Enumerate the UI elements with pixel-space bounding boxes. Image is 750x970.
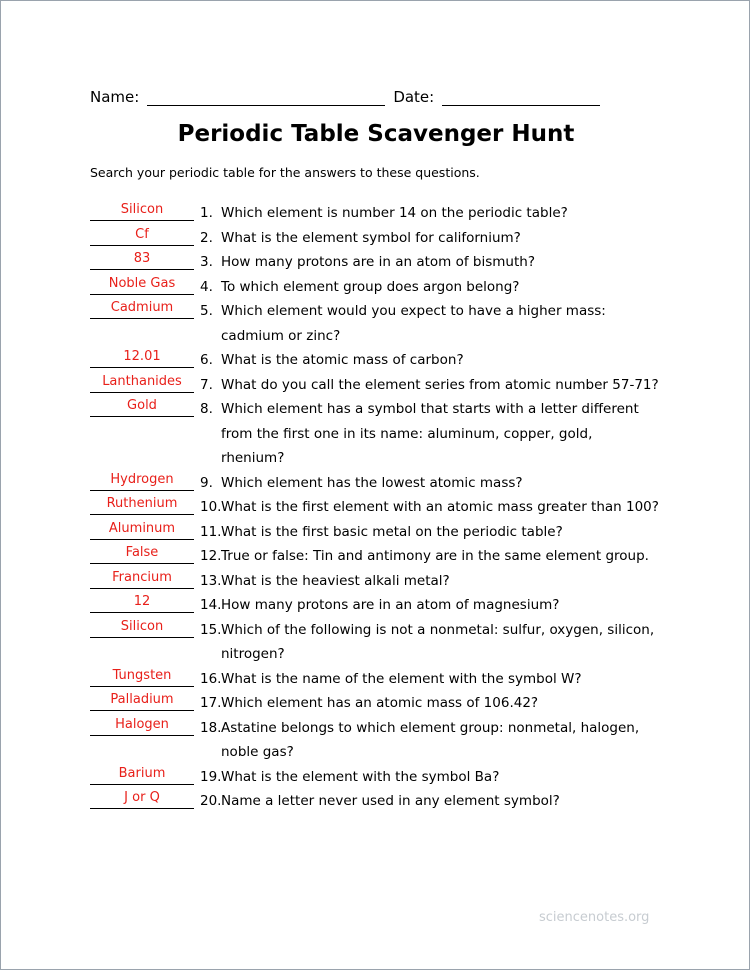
- answer-blank[interactable]: [90, 471, 194, 491]
- question-row: [90, 496, 690, 523]
- question-body: What is the first basic metal on the periodic table?: [221, 523, 563, 540]
- answer-text: Tungsten: [112, 667, 172, 683]
- question-body: Which element has a symbol that starts with a letter different: [221, 401, 639, 417]
- question-text: [200, 671, 582, 687]
- question-text: [200, 230, 521, 246]
- answer-blank[interactable]: [90, 594, 194, 613]
- question-body: What is the element symbol for californium?: [221, 229, 521, 246]
- answer-blank[interactable]: [90, 373, 194, 393]
- answer-text: Silicon: [120, 618, 164, 634]
- answer-text: Hydrogen: [110, 471, 174, 487]
- answer-blank[interactable]: [90, 545, 194, 564]
- question-row: [90, 667, 690, 695]
- question-number: 8.: [200, 401, 213, 417]
- answer-text: J or Q: [124, 790, 160, 805]
- answer-blank[interactable]: [90, 765, 194, 785]
- question-text: [200, 377, 659, 393]
- question-body: Which element has an atomic mass of 106.42?: [221, 695, 539, 711]
- question-body: Which of the following is not a nonmetal: sulfur, oxygen, silicon,: [221, 621, 655, 638]
- question-row: [90, 226, 690, 254]
- question-text: [200, 205, 568, 221]
- question-body: What is the atomic mass of carbon?: [221, 352, 464, 368]
- question-number: 6.: [200, 352, 213, 368]
- question-row: [90, 202, 690, 229]
- question-text: [200, 695, 538, 711]
- answer-text: Barium: [118, 765, 166, 781]
- question-number: 11.: [200, 523, 222, 540]
- answer-blank[interactable]: [90, 202, 194, 221]
- question-number: 1.: [200, 205, 213, 221]
- answer-blank[interactable]: [90, 300, 194, 319]
- question-text: [200, 793, 560, 809]
- answer-blank[interactable]: [90, 569, 194, 589]
- question-continuation: noble gas?: [221, 744, 294, 760]
- question-row: [90, 251, 690, 278]
- answer-text: 12: [133, 594, 151, 609]
- answer-blank[interactable]: [90, 398, 194, 417]
- question-row: [90, 398, 690, 425]
- answer-blank[interactable]: [90, 349, 194, 368]
- question-number: 7.: [200, 376, 213, 393]
- question-text: [200, 597, 559, 613]
- question-continuation: from the first one in its name: aluminum, copper, gold,: [221, 425, 593, 442]
- question-text: [200, 303, 606, 319]
- question-row: [90, 716, 690, 744]
- question-number: 12.: [200, 548, 222, 564]
- question-row: [90, 275, 690, 303]
- question-continuation: nitrogen?: [221, 646, 285, 662]
- date-label: Date:: [393, 88, 435, 106]
- question-text: [200, 401, 639, 417]
- header-line: [90, 88, 600, 106]
- question-number: 20.: [200, 793, 222, 809]
- question-number: 2.: [200, 229, 213, 246]
- question-text: [200, 622, 654, 638]
- answer-blank[interactable]: [90, 496, 194, 515]
- answer-blank[interactable]: [90, 618, 194, 638]
- question-text: [200, 573, 450, 589]
- question-body: What is the first element with an atomic mass greater than 100?: [221, 499, 659, 515]
- question-body: How many protons are in an atom of bismuth?: [221, 254, 536, 270]
- question-body: Name a letter never used in any element symbol?: [221, 793, 560, 809]
- question-body: Which element is number 14 on the periodic table?: [221, 205, 568, 221]
- answer-text: Palladium: [110, 692, 174, 707]
- question-body: Which element has the lowest atomic mass?: [221, 474, 523, 491]
- question-text: [200, 524, 563, 540]
- question-text: [200, 352, 464, 368]
- question-number: 17.: [200, 695, 222, 711]
- question-text: [200, 720, 639, 736]
- question-body: Astatine belongs to which element group: nonmetal, halogen,: [221, 719, 640, 736]
- answer-text: 83: [133, 251, 151, 266]
- answer-blank[interactable]: [90, 520, 194, 540]
- question-body: Which element would you expect to have a higher mass:: [221, 303, 606, 319]
- answer-text: Noble Gas: [108, 275, 176, 291]
- question-row: [90, 594, 690, 621]
- answer-blank[interactable]: [90, 716, 194, 736]
- question-text: [200, 254, 535, 270]
- answer-blank[interactable]: [90, 692, 194, 711]
- name-blank[interactable]: [147, 91, 385, 106]
- question-text: [200, 499, 659, 515]
- answer-blank[interactable]: [90, 226, 194, 246]
- question-number: 16.: [200, 670, 222, 687]
- answer-blank[interactable]: [90, 667, 194, 687]
- question-number: 5.: [200, 303, 213, 319]
- watermark: sciencenotes.org: [539, 910, 650, 925]
- answer-text: 12.01: [123, 349, 161, 364]
- question-body: To which element group does argon belong?: [221, 278, 520, 295]
- answer-blank[interactable]: [90, 790, 194, 809]
- answer-text: Francium: [112, 569, 172, 585]
- question-row: [90, 520, 690, 548]
- question-row: [90, 618, 690, 646]
- answer-blank[interactable]: [90, 275, 194, 295]
- answer-text: Cadmium: [110, 300, 174, 315]
- question-number: 4.: [200, 278, 213, 295]
- question-row: [90, 300, 690, 327]
- question-number: 18.: [200, 719, 222, 736]
- question-number: 19.: [200, 768, 222, 785]
- answer-blank[interactable]: [90, 251, 194, 270]
- question-number: 10.: [200, 499, 222, 515]
- question-body: How many protons are in an atom of magnesium?: [221, 597, 560, 613]
- question-body: What is the element with the symbol Ba?: [221, 768, 500, 785]
- answer-text: False: [125, 545, 159, 560]
- answer-text: Aluminum: [108, 520, 176, 536]
- answer-text: Halogen: [115, 716, 169, 732]
- question-body: What is the name of the element with the symbol W?: [221, 670, 582, 687]
- question-body: What is the heaviest alkali metal?: [221, 572, 450, 589]
- question-continuation: rhenium?: [221, 450, 285, 466]
- question-text: [200, 769, 499, 785]
- question-row: [90, 373, 690, 401]
- question-row: [90, 569, 690, 597]
- answer-text: Ruthenium: [106, 496, 178, 511]
- question-continuation: cadmium or zinc?: [221, 327, 341, 344]
- question-row: [90, 692, 690, 719]
- question-row: [90, 349, 690, 376]
- question-number: 13.: [200, 572, 222, 589]
- question-body: What do you call the element series from atomic number 57-71?: [221, 376, 659, 393]
- question-number: 9.: [200, 474, 213, 491]
- page-title: Periodic Table Scavenger Hunt: [177, 121, 575, 147]
- answer-text: Cf: [135, 226, 149, 242]
- answer-text: Gold: [127, 398, 157, 413]
- date-blank[interactable]: [442, 91, 600, 106]
- question-body: True or false: Tin and antimony are in the same element group.: [221, 548, 649, 564]
- question-number: 15.: [200, 621, 222, 638]
- name-label: Name:: [90, 88, 140, 106]
- question-number: 14.: [200, 597, 222, 613]
- question-text: [200, 279, 519, 295]
- answer-text: Lanthanides: [102, 373, 182, 389]
- question-text: [200, 475, 523, 491]
- question-number: 3.: [200, 254, 213, 270]
- question-row: [90, 545, 690, 572]
- question-row: [90, 765, 690, 793]
- question-row: [90, 471, 690, 499]
- question-text: [200, 548, 649, 564]
- question-row: [90, 790, 690, 817]
- answer-text: Silicon: [120, 202, 164, 217]
- instructions: Search your periodic table for the answers to these questions.: [90, 165, 480, 180]
